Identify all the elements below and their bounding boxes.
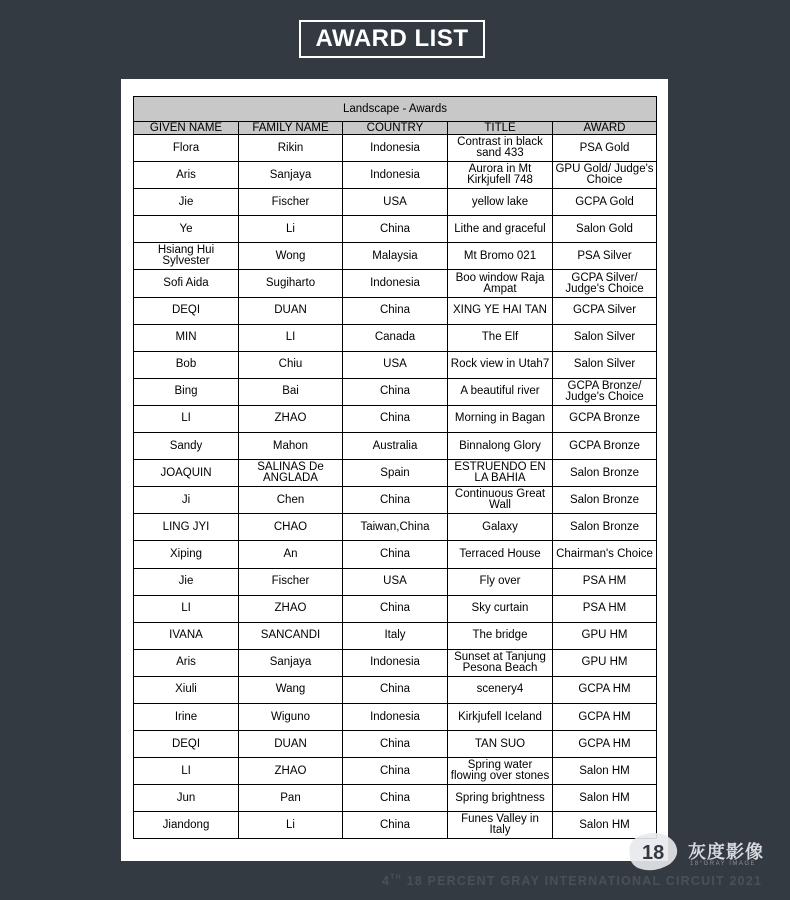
- given-name-cell: LI: [134, 405, 239, 432]
- section-title: Landscape - Awards: [134, 97, 657, 122]
- logo-number: 18: [642, 842, 665, 864]
- family-name-cell: LI: [239, 324, 343, 351]
- table-row: [134, 812, 657, 839]
- country-cell: Spain: [343, 460, 448, 487]
- given-name-cell: IVANA: [134, 622, 239, 649]
- title-cell: The bridge: [448, 622, 553, 649]
- given-name-cell: Jiandong: [134, 812, 239, 839]
- given-name-cell: LING JYI: [134, 514, 239, 541]
- family-name-cell: SALINAS De ANGLADA: [239, 460, 343, 487]
- country-cell: USA: [343, 568, 448, 595]
- family-name-cell: Wiguno: [239, 703, 343, 730]
- title-cell: Mt Bromo 021: [448, 243, 553, 270]
- column-header: GIVEN NAME: [134, 122, 239, 135]
- table-row: [134, 460, 657, 487]
- title-cell: Rock view in Utah7: [448, 351, 553, 378]
- country-cell: Indonesia: [343, 649, 448, 676]
- brand-logo: [624, 828, 784, 878]
- given-name-cell: Aris: [134, 162, 239, 189]
- title-cell: XING YE HAI TAN: [448, 297, 553, 324]
- award-cell: PSA HM: [553, 568, 657, 595]
- family-name-cell: Wong: [239, 243, 343, 270]
- table-row: [134, 297, 657, 324]
- award-cell: GCPA HM: [553, 703, 657, 730]
- title-cell: Contrast in black sand 433: [448, 135, 553, 162]
- table-row: [134, 324, 657, 351]
- table-row: [134, 351, 657, 378]
- given-name-cell: Irine: [134, 703, 239, 730]
- award-cell: GCPA Silver: [553, 297, 657, 324]
- award-cell: Salon HM: [553, 758, 657, 785]
- given-name-cell: Xiping: [134, 541, 239, 568]
- country-cell: Indonesia: [343, 703, 448, 730]
- country-cell: China: [343, 487, 448, 514]
- title-cell: Spring brightness: [448, 785, 553, 812]
- table-row: [134, 270, 657, 297]
- award-cell: GCPA Bronze: [553, 405, 657, 432]
- awards-table: [133, 96, 657, 839]
- given-name-cell: JOAQUIN: [134, 460, 239, 487]
- award-cell: Salon Bronze: [553, 514, 657, 541]
- country-cell: China: [343, 297, 448, 324]
- table-row: [134, 514, 657, 541]
- given-name-cell: Jun: [134, 785, 239, 812]
- given-name-cell: Bob: [134, 351, 239, 378]
- title-cell: Sky curtain: [448, 595, 553, 622]
- title-cell: Fly over: [448, 568, 553, 595]
- award-cell: GPU HM: [553, 649, 657, 676]
- award-cell: PSA Silver: [553, 243, 657, 270]
- award-cell: GCPA HM: [553, 676, 657, 703]
- page-title: AWARD LIST: [299, 20, 485, 58]
- given-name-cell: Bing: [134, 378, 239, 405]
- title-cell: Spring water flowing over stones: [448, 758, 553, 785]
- table-row: [134, 405, 657, 432]
- country-cell: China: [343, 378, 448, 405]
- given-name-cell: MIN: [134, 324, 239, 351]
- given-name-cell: Sofi Aida: [134, 270, 239, 297]
- given-name-cell: LI: [134, 595, 239, 622]
- award-cell: Salon Silver: [553, 324, 657, 351]
- family-name-cell: Fischer: [239, 568, 343, 595]
- title-cell: Funes Valley in Italy: [448, 812, 553, 839]
- table-row: [134, 703, 657, 730]
- title-cell: Boo window Raja Ampat: [448, 270, 553, 297]
- title-cell: TAN SUO: [448, 731, 553, 758]
- family-name-cell: DUAN: [239, 731, 343, 758]
- table-row: [134, 676, 657, 703]
- given-name-cell: DEQI: [134, 731, 239, 758]
- given-name-cell: Sandy: [134, 433, 239, 460]
- country-cell: China: [343, 812, 448, 839]
- country-cell: China: [343, 731, 448, 758]
- country-cell: China: [343, 676, 448, 703]
- country-cell: China: [343, 405, 448, 432]
- footer-ordinal: 4: [382, 874, 391, 888]
- table-row: [134, 378, 657, 405]
- table-row: [134, 541, 657, 568]
- family-name-cell: Li: [239, 216, 343, 243]
- footer-circuit-title: [382, 874, 782, 888]
- title-cell: Continuous Great Wall: [448, 487, 553, 514]
- title-cell: A beautiful river: [448, 378, 553, 405]
- title-cell: Sunset at Tanjung Pesona Beach: [448, 649, 553, 676]
- logo-chinese-text: 灰度影像: [688, 842, 764, 862]
- table-row: [134, 433, 657, 460]
- column-header: COUNTRY: [343, 122, 448, 135]
- column-header: FAMILY NAME: [239, 122, 343, 135]
- country-cell: China: [343, 541, 448, 568]
- table-row: [134, 568, 657, 595]
- family-name-cell: SANCANDI: [239, 622, 343, 649]
- family-name-cell: Mahon: [239, 433, 343, 460]
- award-cell: GCPA HM: [553, 731, 657, 758]
- family-name-cell: ZHAO: [239, 405, 343, 432]
- country-cell: China: [343, 758, 448, 785]
- table-row: [134, 649, 657, 676]
- table-row: [134, 758, 657, 785]
- column-header: AWARD: [553, 122, 657, 135]
- table-row: [134, 622, 657, 649]
- title-cell: Morning in Bagan: [448, 405, 553, 432]
- award-cell: Salon HM: [553, 812, 657, 839]
- country-cell: China: [343, 595, 448, 622]
- table-row: [134, 189, 657, 216]
- title-cell: Lithe and graceful: [448, 216, 553, 243]
- family-name-cell: Fischer: [239, 189, 343, 216]
- title-cell: Terraced House: [448, 541, 553, 568]
- given-name-cell: LI: [134, 758, 239, 785]
- country-cell: Malaysia: [343, 243, 448, 270]
- table-row: [134, 216, 657, 243]
- title-cell: scenery4: [448, 676, 553, 703]
- country-cell: Australia: [343, 433, 448, 460]
- title-cell: ESTRUENDO EN LA BAHIA: [448, 460, 553, 487]
- country-cell: Canada: [343, 324, 448, 351]
- table-row: [134, 785, 657, 812]
- country-cell: Indonesia: [343, 135, 448, 162]
- award-cell: Salon Silver: [553, 351, 657, 378]
- country-cell: Italy: [343, 622, 448, 649]
- family-name-cell: Pan: [239, 785, 343, 812]
- country-cell: China: [343, 216, 448, 243]
- country-cell: China: [343, 785, 448, 812]
- title-cell: Kirkjufell Iceland: [448, 703, 553, 730]
- footer-ordinal-suffix: TH: [390, 874, 402, 881]
- award-cell: GCPA Silver/ Judge's Choice: [553, 270, 657, 297]
- award-cell: Salon HM: [553, 785, 657, 812]
- family-name-cell: An: [239, 541, 343, 568]
- given-name-cell: Jie: [134, 189, 239, 216]
- table-row: [134, 135, 657, 162]
- family-name-cell: ZHAO: [239, 595, 343, 622]
- given-name-cell: Ji: [134, 487, 239, 514]
- column-header: TITLE: [448, 122, 553, 135]
- logo-mark-icon: [624, 828, 682, 872]
- family-name-cell: ZHAO: [239, 758, 343, 785]
- country-cell: Taiwan,China: [343, 514, 448, 541]
- given-name-cell: Xiuli: [134, 676, 239, 703]
- family-name-cell: CHAO: [239, 514, 343, 541]
- award-cell: PSA HM: [553, 595, 657, 622]
- title-cell: yellow lake: [448, 189, 553, 216]
- country-cell: USA: [343, 189, 448, 216]
- title-cell: The Elf: [448, 324, 553, 351]
- family-name-cell: Sanjaya: [239, 649, 343, 676]
- given-name-cell: Hsiang Hui Sylvester: [134, 243, 239, 270]
- logo-english-text: 18°GRAY IMAGE: [690, 861, 757, 867]
- award-document: [121, 79, 668, 861]
- table-row: [134, 162, 657, 189]
- given-name-cell: Ye: [134, 216, 239, 243]
- given-name-cell: Jie: [134, 568, 239, 595]
- award-cell: Salon Bronze: [553, 487, 657, 514]
- given-name-cell: Aris: [134, 649, 239, 676]
- award-cell: Salon Gold: [553, 216, 657, 243]
- given-name-cell: Flora: [134, 135, 239, 162]
- award-cell: GCPA Bronze/ Judge's Choice: [553, 378, 657, 405]
- family-name-cell: Chen: [239, 487, 343, 514]
- given-name-cell: DEQI: [134, 297, 239, 324]
- family-name-cell: Chiu: [239, 351, 343, 378]
- family-name-cell: Bai: [239, 378, 343, 405]
- family-name-cell: Rikin: [239, 135, 343, 162]
- title-cell: Aurora in Mt Kirkjufell 748: [448, 162, 553, 189]
- table-row: [134, 595, 657, 622]
- title-cell: Galaxy: [448, 514, 553, 541]
- country-cell: Indonesia: [343, 270, 448, 297]
- family-name-cell: Sugiharto: [239, 270, 343, 297]
- award-cell: GCPA Gold: [553, 189, 657, 216]
- award-cell: GPU HM: [553, 622, 657, 649]
- family-name-cell: Wang: [239, 676, 343, 703]
- award-cell: Salon Bronze: [553, 460, 657, 487]
- table-row: [134, 487, 657, 514]
- country-cell: Indonesia: [343, 162, 448, 189]
- family-name-cell: DUAN: [239, 297, 343, 324]
- family-name-cell: Sanjaya: [239, 162, 343, 189]
- award-cell: Chairman's Choice: [553, 541, 657, 568]
- table-row: [134, 731, 657, 758]
- title-cell: Binnalong Glory: [448, 433, 553, 460]
- award-cell: GCPA Bronze: [553, 433, 657, 460]
- award-cell: PSA Gold: [553, 135, 657, 162]
- table-row: [134, 243, 657, 270]
- award-cell: GPU Gold/ Judge's Choice: [553, 162, 657, 189]
- family-name-cell: Li: [239, 812, 343, 839]
- footer-text: 18 PERCENT GRAY INTERNATIONAL CIRCUIT 2021: [406, 874, 763, 888]
- country-cell: USA: [343, 351, 448, 378]
